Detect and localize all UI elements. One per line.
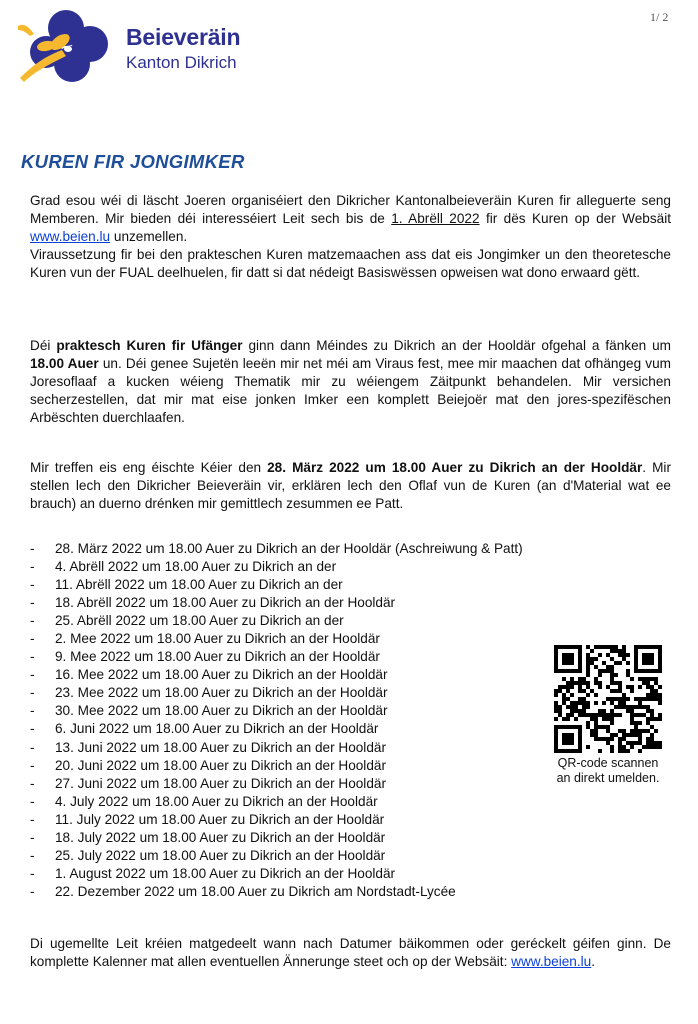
list-bullet: - [30, 721, 35, 737]
beieverain-logo [16, 6, 256, 86]
schedule-item [30, 775, 523, 793]
schedule-list [30, 540, 523, 901]
practical-course-label: praktesch Kuren fir Ufänger [56, 338, 243, 353]
list-bullet: - [30, 631, 35, 647]
list-bullet: - [30, 649, 35, 665]
list-bullet: - [30, 541, 35, 556]
schedule-item [30, 648, 523, 666]
list-bullet: - [30, 757, 35, 773]
list-bullet: - [30, 559, 35, 575]
schedule-item [30, 811, 523, 829]
intro-text: Grad esou wéi di läscht Joeren organiséiert den Dikricher Kantonalbeieveräin Kuren fir alleguerte seng Memberen. Mir bieden déi interesséiert Leit sech bis de [30, 193, 671, 226]
meeting-paragraph [30, 459, 671, 513]
schedule-item [30, 630, 523, 648]
schedule-item-text: 4. Abrëll 2022 um 18.00 Auer zu Dikrich an der [55, 559, 337, 575]
schedule-item [30, 829, 523, 847]
list-bullet: - [30, 667, 35, 683]
closing-paragraph [30, 935, 671, 971]
schedule-item [30, 702, 523, 720]
schedule-item [30, 612, 523, 630]
practical-section [30, 337, 671, 427]
list-bullet: - [30, 883, 35, 899]
schedule-item [30, 666, 523, 684]
schedule-item-text: 16. Mee 2022 um 18.00 Auer zu Dikrich an der Hooldär [55, 667, 388, 683]
schedule-item [30, 847, 523, 865]
page-number: 1/ 2 [650, 10, 669, 24]
schedule-item [30, 576, 523, 594]
schedule-item-text: 9. Mee 2022 um 18.00 Auer zu Dikrich an der Hooldär [55, 649, 380, 665]
schedule-item [30, 558, 523, 576]
bee-flower-icon [16, 6, 116, 86]
closing-text: Di ugemellte Leit kréien matgedeelt wann nach Datumer bäikommen oder geréckelt géifen ginn. De komplette Kalenner mat allen eventuellen Ännerunge steet och op der Websäit: [30, 936, 671, 969]
list-bullet: - [30, 811, 35, 827]
meeting-text: Mir treffen eis eng éischte Kéier den [30, 460, 268, 475]
list-bullet: - [30, 703, 35, 719]
schedule-item-text: 1. August 2022 um 18.00 Auer zu Dikrich an der Hooldär [55, 865, 396, 881]
list-bullet: - [30, 739, 35, 755]
list-bullet: - [30, 775, 35, 791]
closing-text: . [591, 954, 596, 969]
prerequisite-paragraph: Viraussetzung fir bei den prakteschen Kuren matzemaachen ass dat eis Jongimker un den theoretesche Kuren vun der FUAL deelhuelen, fir datt si dat nédeigt Basiswëssen opweisen wat dono erwaard gëtt. [30, 247, 671, 280]
schedule-item-text: 18. Abrëll 2022 um 18.00 Auer zu Dikrich an der Hooldär [55, 595, 396, 611]
start-time: 18.00 Auer [30, 356, 99, 371]
qr-code-icon[interactable] [554, 645, 662, 753]
schedule-item-text: 28. März 2022 um 18.00 Auer zu Dikrich an der Hooldär (Aschreiwung & Patt) [55, 541, 523, 556]
list-bullet: - [30, 577, 35, 593]
schedule-item [30, 684, 523, 702]
schedule-item-text: 2. Mee 2022 um 18.00 Auer zu Dikrich an der Hooldär [55, 631, 380, 647]
schedule-item [30, 757, 523, 775]
schedule-item-text: 18. July 2022 um 18.00 Auer zu Dikrich an der Hooldär [55, 829, 386, 845]
schedule-item [30, 540, 523, 558]
schedule-item-text: 13. Juni 2022 um 18.00 Auer zu Dikrich an der Hooldär [55, 739, 386, 755]
schedule-item-text: 11. July 2022 um 18.00 Auer zu Dikrich an der Hooldär [55, 811, 385, 827]
website-link[interactable]: www.beien.lu [30, 229, 111, 244]
list-bullet: - [30, 865, 35, 881]
list-bullet: - [30, 685, 35, 701]
meeting-section [30, 459, 671, 513]
logo-title: Beieveräin [126, 24, 241, 50]
meeting-text: . Mir stellen lech den Dikricher Beieveräin vir, erklären lech den Oflaf vun de Kuren (an d'Material wat ee brauch) an duerno drénken mir gemittlech zesummen ee Patt. [30, 460, 671, 511]
intro-text: unzemellen. [110, 229, 188, 244]
schedule-item-text: 23. Mee 2022 um 18.00 Auer zu Dikrich an der Hooldär [55, 685, 388, 701]
schedule-item-text: 27. Juni 2022 um 18.00 Auer zu Dikrich an der Hooldär [55, 775, 386, 791]
practical-text: ginn dann Méindes zu Dikrich an der Hooldär ofgehal a fänken um [242, 338, 671, 353]
qr-caption-line1: QR-code scannen [557, 756, 659, 770]
schedule-item [30, 594, 523, 612]
registration-deadline: 1. Abrëll 2022 [391, 211, 480, 226]
schedule-item-text: 25. July 2022 um 18.00 Auer zu Dikrich an der Hooldär [55, 847, 386, 863]
qr-caption-line2: an direkt umelden. [556, 771, 660, 785]
list-bullet: - [30, 829, 35, 845]
intro-section [30, 192, 671, 282]
schedule-item [30, 883, 523, 901]
schedule-item-text: 6. Juni 2022 um 18.00 Auer zu Dikrich an der Hooldär [55, 721, 379, 737]
list-bullet: - [30, 793, 35, 809]
page-title: KUREN FIR JONGIMKER [21, 151, 245, 172]
schedule-item [30, 865, 523, 883]
intro-paragraph [30, 192, 671, 246]
practical-text: Déi [30, 338, 57, 353]
logo-subtitle: Kanton Dikrich [126, 53, 237, 72]
schedule-item-text: 22. Dezember 2022 um 18.00 Auer zu Dikrich am Nordstadt-Lycée [55, 883, 456, 899]
closing-section [30, 935, 671, 971]
first-meeting-date: 28. März 2022 um 18.00 Auer zu Dikrich an der Hooldär [267, 460, 643, 475]
schedule-item-text: 20. Juni 2022 um 18.00 Auer zu Dikrich an der Hooldär [55, 757, 386, 773]
list-bullet: - [30, 613, 35, 629]
schedule-item [30, 739, 523, 757]
intro-text: fir dës Kuren op der Websäit [479, 211, 671, 226]
schedule-item-text: 11. Abrëll 2022 um 18.00 Auer zu Dikrich an der [55, 577, 343, 593]
schedule-item [30, 793, 523, 811]
list-bullet: - [30, 595, 35, 611]
schedule-item [30, 720, 523, 738]
website-link[interactable]: www.beien.lu [511, 954, 592, 969]
qr-caption [540, 756, 676, 786]
schedule-item-text: 30. Mee 2022 um 18.00 Auer zu Dikrich an der Hooldär [55, 703, 388, 719]
schedule-item-text: 25. Abrëll 2022 um 18.00 Auer zu Dikrich an der [55, 613, 344, 629]
list-bullet: - [30, 847, 35, 863]
schedule-item-text: 4. July 2022 um 18.00 Auer zu Dikrich an der Hooldär [55, 793, 378, 809]
practical-paragraph [30, 337, 671, 427]
practical-text: un. Déi genee Sujetën leeën mir net méi am Viraus fest, mee mir maachen dat ofhängeg vum Joresoflaaf a kucken wéieng Thematik mir zu wéiengem Zäitpunkt behandelen. Mir versichen secherzestellen, dat mir mat eise jonken Imker een komplett Beiejoër mat den jores-spezifëschen Arbëschten duerchlaafen. [30, 356, 671, 425]
